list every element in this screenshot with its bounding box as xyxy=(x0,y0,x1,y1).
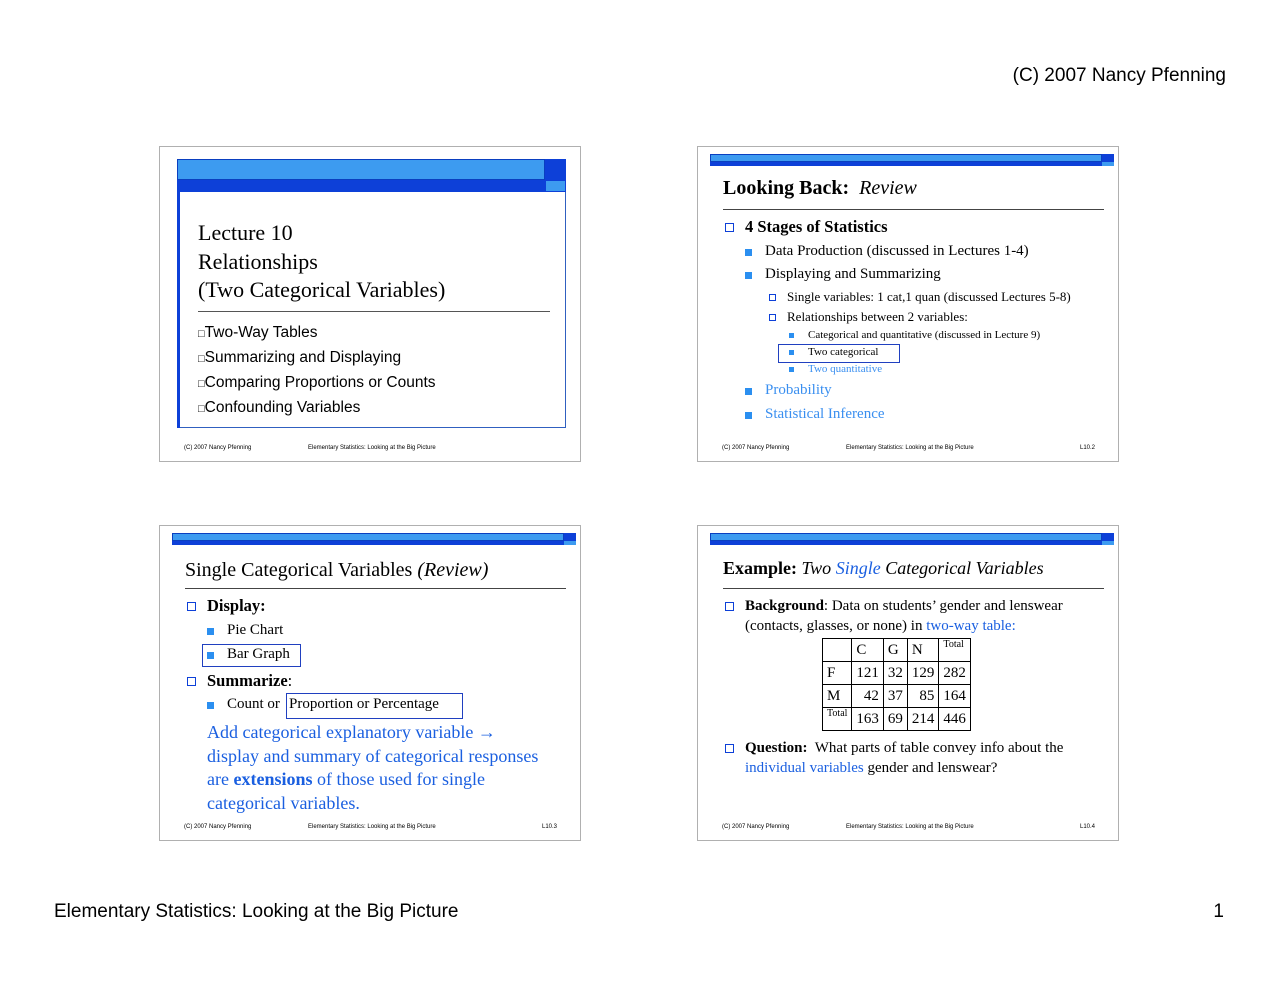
lecture-title xyxy=(198,219,445,305)
bullet-displaying: Displaying and Summarizing xyxy=(765,266,941,282)
title-divider xyxy=(198,311,550,312)
bullet-pie-chart: Pie Chart xyxy=(227,622,284,638)
title-bar-dark xyxy=(177,180,566,192)
header-corner xyxy=(1102,154,1114,162)
explanatory-note: Add categorical explanatory variable → display and summary of categorical responses are extensions of those used for single categorical variables. xyxy=(207,722,539,813)
arrow-right-icon: → xyxy=(477,722,496,742)
proportion-text: Proportion or Percentage xyxy=(289,696,439,712)
page-footer-title: Elementary Statistics: Looking at the Big Picture xyxy=(54,901,459,922)
checkbox-icon: □ xyxy=(198,353,205,365)
checkbox-icon: □ xyxy=(198,403,205,415)
slide-id: L10.2 xyxy=(1079,445,1095,451)
bullet-count: Count or xyxy=(227,696,280,712)
bullet-inference: Statistical Inference xyxy=(765,406,885,422)
header-bar xyxy=(172,533,564,541)
header-corner-light xyxy=(1102,162,1114,166)
bullet-cat-quan: Categorical and quantitative (discussed in Lecture 9) xyxy=(808,329,1041,341)
slide-id: L10.4 xyxy=(1079,824,1095,830)
topic-list xyxy=(198,321,436,421)
two-way-table xyxy=(822,638,971,731)
bullet-single-vars: Single variables: 1 cat,1 quan (discussed Lectures 5-8) xyxy=(787,289,1071,304)
table-row: M 42 37 85 164 xyxy=(823,685,971,708)
table-row: F 121 32 129 282 xyxy=(823,662,971,685)
slide-title: Example: Two Single Categorical Variables xyxy=(723,558,1044,578)
header-corner xyxy=(564,533,576,541)
title-divider xyxy=(723,588,1104,589)
bullet-question: Question: What parts of table convey info about the individual variables gender and lenswear? xyxy=(745,740,1064,776)
topic-item: □Summarizing and Displaying xyxy=(198,349,402,366)
slide-footer-course: Elementary Statistics: Looking at the Big Picture xyxy=(846,824,974,830)
page-number: 1 xyxy=(1213,901,1224,922)
header-corner xyxy=(1102,533,1114,541)
bullet-probability: Probability xyxy=(765,382,832,398)
title-divider xyxy=(723,209,1104,210)
bullet-background: Background: Data on students’ gender and lenswear (contacts, glasses, or none) in two-way table: xyxy=(745,598,1063,634)
slide-footer-course: Elementary Statistics: Looking at the Big Picture xyxy=(308,824,436,830)
checkbox-icon: □ xyxy=(198,328,205,340)
title-bar xyxy=(177,159,545,180)
table-row: Total 163 69 214 446 xyxy=(823,708,971,731)
slide-2 xyxy=(697,146,1119,462)
bullet-bar-graph: Bar Graph xyxy=(227,646,290,662)
checkbox-icon: □ xyxy=(198,378,205,390)
slide-footer-copyright: (C) 2007 Nancy Pfenning xyxy=(184,445,252,451)
header-bar-dark xyxy=(710,541,1114,545)
header-bar xyxy=(710,533,1102,541)
title-left-rule xyxy=(177,192,180,428)
slide-footer-copyright: (C) 2007 Nancy Pfenning xyxy=(184,824,252,830)
slide-id: L10.3 xyxy=(541,824,557,830)
bullet-relationships: Relationships between 2 variables: xyxy=(787,309,968,324)
bullet-stages: 4 Stages of Statistics xyxy=(745,217,888,236)
slide-title: Looking Back: Review xyxy=(723,177,917,199)
bullet-display: Display: xyxy=(207,596,266,615)
slide-footer-copyright: (C) 2007 Nancy Pfenning xyxy=(722,445,790,451)
title-corner-light xyxy=(545,180,566,192)
bullet-summarize: Summarize: xyxy=(207,671,293,690)
header-corner-light xyxy=(1102,541,1114,545)
slide-1 xyxy=(159,146,581,462)
bullet-two-cat: Two categorical xyxy=(808,346,879,358)
title-corner xyxy=(545,159,566,180)
lecture-title-line: Lecture 10 xyxy=(198,220,293,245)
slide-title: Single Categorical Variables (Review) xyxy=(185,559,489,581)
header-bar xyxy=(710,154,1102,162)
slide-footer-copyright: (C) 2007 Nancy Pfenning xyxy=(722,824,790,830)
slide-3 xyxy=(159,525,581,841)
header-corner-light xyxy=(564,541,576,545)
slide-footer-course: Elementary Statistics: Looking at the Big Picture xyxy=(846,445,974,451)
page-header: (C) 2007 Nancy Pfenning xyxy=(1012,65,1226,86)
topic-item: □Two-Way Tables xyxy=(198,324,318,341)
slide-4 xyxy=(697,525,1119,841)
header-bar-dark xyxy=(172,541,576,545)
topic-item: □Comparing Proportions or Counts xyxy=(198,374,436,391)
lecture-title-line: Relationships xyxy=(198,248,318,274)
topic-item: □Confounding Variables xyxy=(198,399,361,416)
bullet-two-quan: Two quantitative xyxy=(808,363,883,375)
slide-footer-course: Elementary Statistics: Looking at the Big Picture xyxy=(308,445,436,451)
bullet-data-production: Data Production (discussed in Lectures 1-4) xyxy=(765,243,1029,259)
table-row: C G N Total xyxy=(823,639,971,662)
lecture-title-line: (Two Categorical Variables) xyxy=(198,277,446,302)
title-divider xyxy=(185,588,566,589)
header-bar-dark xyxy=(710,162,1114,166)
